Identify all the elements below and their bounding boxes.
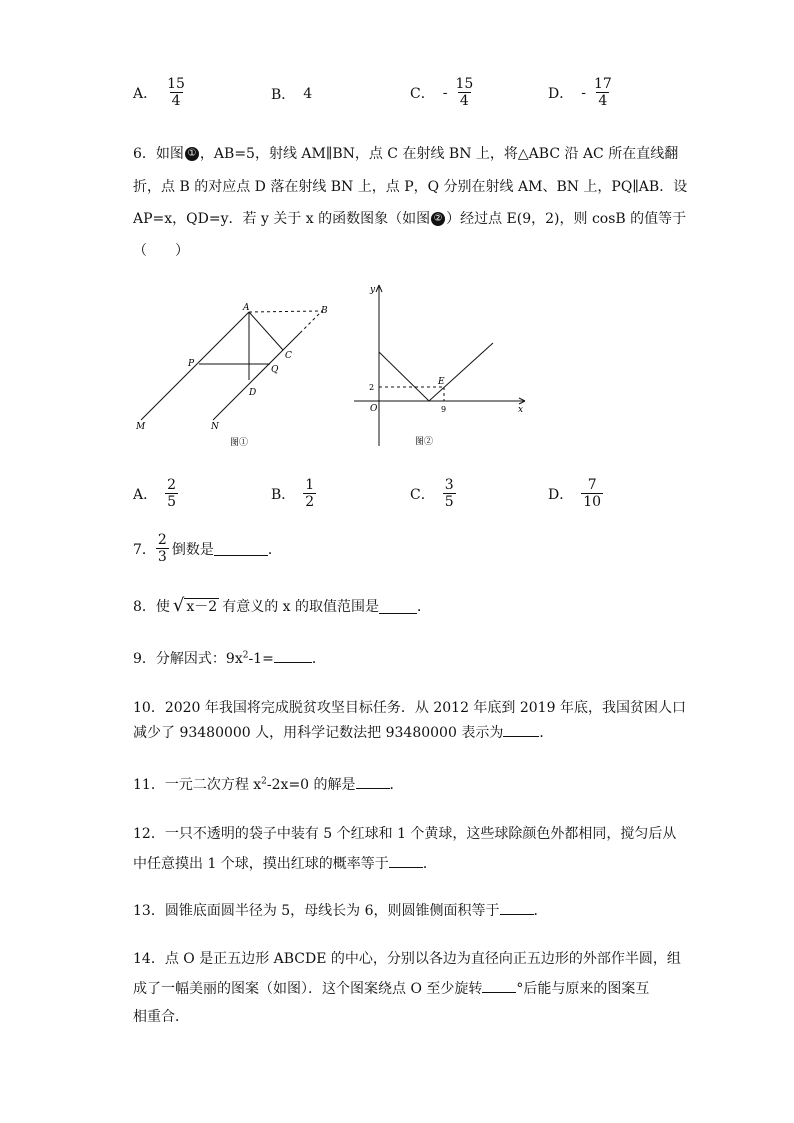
caption-fig1: 图① bbox=[230, 438, 249, 448]
q5-option-c[interactable]: C． - $\frac{15}{4}$ bbox=[410, 76, 474, 109]
q6-line-3: AP=x，QD=y．若 y 关于 x 的函数图象（如图 ② ）经过点 E(9，2)，则 cosB 的值等于 bbox=[133, 211, 687, 227]
fraction: $\frac{17}{4}$ bbox=[593, 76, 612, 109]
q6-option-a[interactable]: A． $\frac{2}{5}$ bbox=[133, 477, 177, 510]
answer-blank[interactable] bbox=[482, 978, 516, 993]
answer-blank[interactable] bbox=[503, 722, 539, 737]
answer-blank[interactable] bbox=[356, 774, 390, 789]
figure-1 bbox=[128, 295, 343, 455]
q6-option-c[interactable]: C． $\frac{3}{5}$ bbox=[410, 477, 454, 510]
figure-1-marker: ① bbox=[185, 147, 199, 161]
label-c: C bbox=[285, 351, 292, 361]
fraction: $\frac{1}{2}$ bbox=[305, 477, 315, 510]
answer-blank[interactable] bbox=[500, 900, 534, 915]
q5-option-b[interactable]: B． 4 bbox=[271, 86, 313, 103]
label-m: M bbox=[136, 422, 146, 432]
figure-2 bbox=[350, 280, 540, 455]
ray-bn-solid bbox=[213, 333, 300, 420]
q10-line-1: 10．2020 年我国将完成脱贫攻坚目标任务．从 2012 年底到 2019 年底，我国贫困人口 bbox=[133, 700, 686, 716]
answer-blank[interactable] bbox=[389, 853, 423, 868]
q9: 9．分解因式：$9x^2-1=$ ． bbox=[133, 648, 326, 668]
q7: 7． $\frac{2}{3}$ 倒数是 ． bbox=[133, 532, 282, 565]
square-root: √ x－2 bbox=[172, 595, 218, 616]
q11: 11．一元二次方程 $x^2-2x=0$ 的解是 ． bbox=[133, 774, 404, 794]
q6-option-d[interactable]: D． $\frac{7}{10}$ bbox=[548, 477, 602, 510]
q14-line-1: 14．点 O 是正五边形 ABCDE 的中心，分别以各边为直径向正五边形的外部作半圆，组 bbox=[133, 951, 681, 967]
q6-line-2: 折，点 B 的对应点 D 落在射线 BN 上，点 P，Q 分别在射线 AM、BN 上，PQ∥AB．设 bbox=[133, 179, 688, 195]
label-o: O bbox=[370, 404, 378, 414]
tick-2: 2 bbox=[369, 383, 375, 392]
q5-option-a[interactable]: A． $\frac{15}{4}$ bbox=[133, 76, 185, 109]
q10-line-2: 减少了 93480000 人，用科学记数法把 93480000 表示为 ． bbox=[133, 722, 553, 742]
tick-9: 9 bbox=[441, 405, 447, 414]
fraction: $\frac{15}{4}$ bbox=[455, 76, 474, 109]
q13: 13．圆锥底面圆半径为 5，母线长为 6，则圆锥侧面积等于 ． bbox=[133, 900, 548, 920]
q6-option-b[interactable]: B． $\frac{1}{2}$ bbox=[271, 477, 315, 510]
label-n: N bbox=[211, 422, 219, 432]
segment-ac bbox=[249, 312, 283, 350]
label-y: y bbox=[370, 285, 376, 295]
fraction: $\frac{15}{4}$ bbox=[167, 76, 185, 109]
label-p: P bbox=[188, 359, 195, 369]
answer-blank[interactable] bbox=[214, 541, 268, 556]
q14-line-2: 成了一幅美丽的图案（如图）．这个图案绕点 O 至少旋转 °后能与原来的图案互 bbox=[133, 978, 649, 998]
q5-option-d[interactable]: D． - $\frac{17}{4}$ bbox=[548, 76, 612, 109]
label-b: B bbox=[321, 306, 328, 316]
q6-line-1: 6．如图 ① ，AB=5，射线 AM∥BN，点 C 在射线 BN 上，将△ABC 沿 AC 所在直线翻 bbox=[133, 146, 679, 162]
answer-blank[interactable] bbox=[274, 648, 312, 663]
answer-blank[interactable] bbox=[379, 599, 417, 614]
ray-am bbox=[141, 312, 249, 420]
function-graph bbox=[379, 343, 493, 401]
q14-line-3: 相重合． bbox=[133, 1009, 189, 1025]
fraction: $\frac{2}{3}$ bbox=[157, 532, 167, 565]
fraction: $\frac{7}{10}$ bbox=[583, 477, 602, 510]
segment-cb-dashed bbox=[300, 311, 322, 333]
q8: 8．使 √ x－2 有意义的 x 的取值范围是 ． bbox=[133, 595, 432, 616]
radical-sign-icon: √ bbox=[172, 595, 185, 616]
label-q: Q bbox=[271, 365, 279, 375]
label-d: D bbox=[249, 388, 257, 398]
label-a: A bbox=[243, 303, 250, 313]
fraction: $\frac{3}{5}$ bbox=[444, 477, 454, 510]
segment-ab-dashed bbox=[249, 311, 322, 312]
label-x: x bbox=[518, 405, 524, 415]
figure-2-marker: ② bbox=[431, 212, 445, 226]
caption-fig2: 图② bbox=[415, 437, 434, 447]
label-e: E bbox=[438, 377, 445, 387]
q12-line-1: 12．一只不透明的袋子中装有 5 个红球和 1 个黄球，这些球除颜色外都相同，搅匀后从 bbox=[133, 826, 677, 842]
fraction: $\frac{2}{5}$ bbox=[167, 477, 177, 510]
q12-line-2: 中任意摸出 1 个球，摸出红球的概率等于 ． bbox=[133, 853, 437, 873]
q6-line-4: （ ） bbox=[133, 243, 189, 259]
